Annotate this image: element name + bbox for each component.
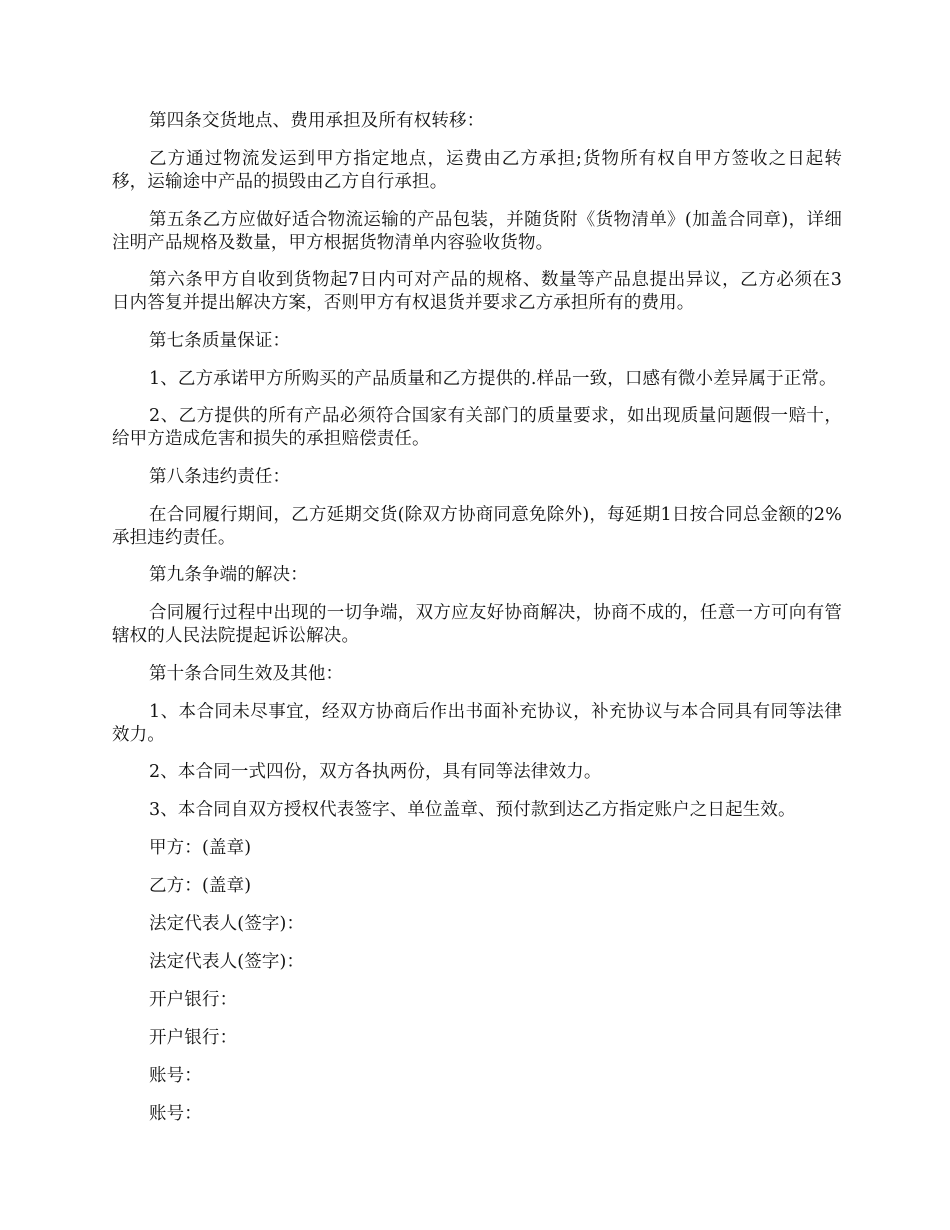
clause-7-heading: 第七条质量保证： <box>149 330 291 351</box>
clause-10-item-2: 2、本合同一式四份，双方各执两份，具有同等法律效力。 <box>149 762 602 782</box>
party-a-seal-line: 甲方：(盖章) <box>149 838 252 858</box>
clause-6-text: 第六条甲方自收到货物起7日内可对产品的规格、数量等产品息提出异议，乙方必须在3日内答复并提出解决方案，否则甲方有权退货并要求乙方承担所有的费用。 <box>112 270 842 313</box>
clause-7-item-1: 1、乙方承诺甲方所购买的产品质量和乙方提供的.样品一致，口感有微小差异属于正常。 <box>149 368 837 389</box>
clause-9-heading: 第九条争端的解决： <box>149 565 308 585</box>
clause-9-text: 合同履行过程中出现的一切争端，双方应友好协商解决，协商不成的，任意一方可向有管辖权的人民法院提起诉讼解决。 <box>112 603 842 646</box>
clause-10-heading: 第十条合同生效及其他： <box>149 663 344 684</box>
clause-4-heading: 第四条交货地点、费用承担及所有权转移： <box>149 111 485 131</box>
clause-8-text: 在合同履行期间，乙方延期交货(除双方协商同意免除外)，每延期1日按合同总金额的2%承担违约责任。 <box>112 504 842 548</box>
clause-5-text: 第五条乙方应做好适合物流运输的产品包装，并随货附《货物清单》(加盖合同章)，详细注明产品规格及数量，甲方根据货物清单内容验收货物。 <box>112 209 842 253</box>
clause-10-item-3: 3、本合同自双方授权代表签字、单位盖章、预付款到达乙方指定账户之日起生效。 <box>149 800 796 820</box>
party-b-account-line: 账号： <box>149 1104 202 1124</box>
party-a-bank-line: 开户银行： <box>149 990 238 1010</box>
party-a-representative-line: 法定代表人(签字)： <box>149 914 305 934</box>
clause-8-heading: 第八条违约责任： <box>149 466 291 487</box>
party-b-bank-line: 开户银行： <box>149 1028 238 1048</box>
clause-7-item-2: 2、乙方提供的所有产品必须符合国家有关部门的质量要求，如出现质量问题假一赔十，给甲方造成危害和损失的承担赔偿责任。 <box>112 406 842 449</box>
document-body <box>112 110 842 1141</box>
clause-4-text: 乙方通过物流发运到甲方指定地点，运费由乙方承担;货物所有权自甲方签收之日起转移，运输途中产品的损毁由乙方自行承担。 <box>112 149 842 192</box>
party-a-account-line: 账号： <box>149 1066 202 1086</box>
party-b-seal-line: 乙方：(盖章) <box>149 876 252 896</box>
party-b-representative-line: 法定代表人(签字)： <box>149 952 305 972</box>
clause-10-item-1: 1、本合同未尽事宜，经双方协商后作出书面补充协议，补充协议与本合同具有同等法律效力。 <box>112 701 842 745</box>
